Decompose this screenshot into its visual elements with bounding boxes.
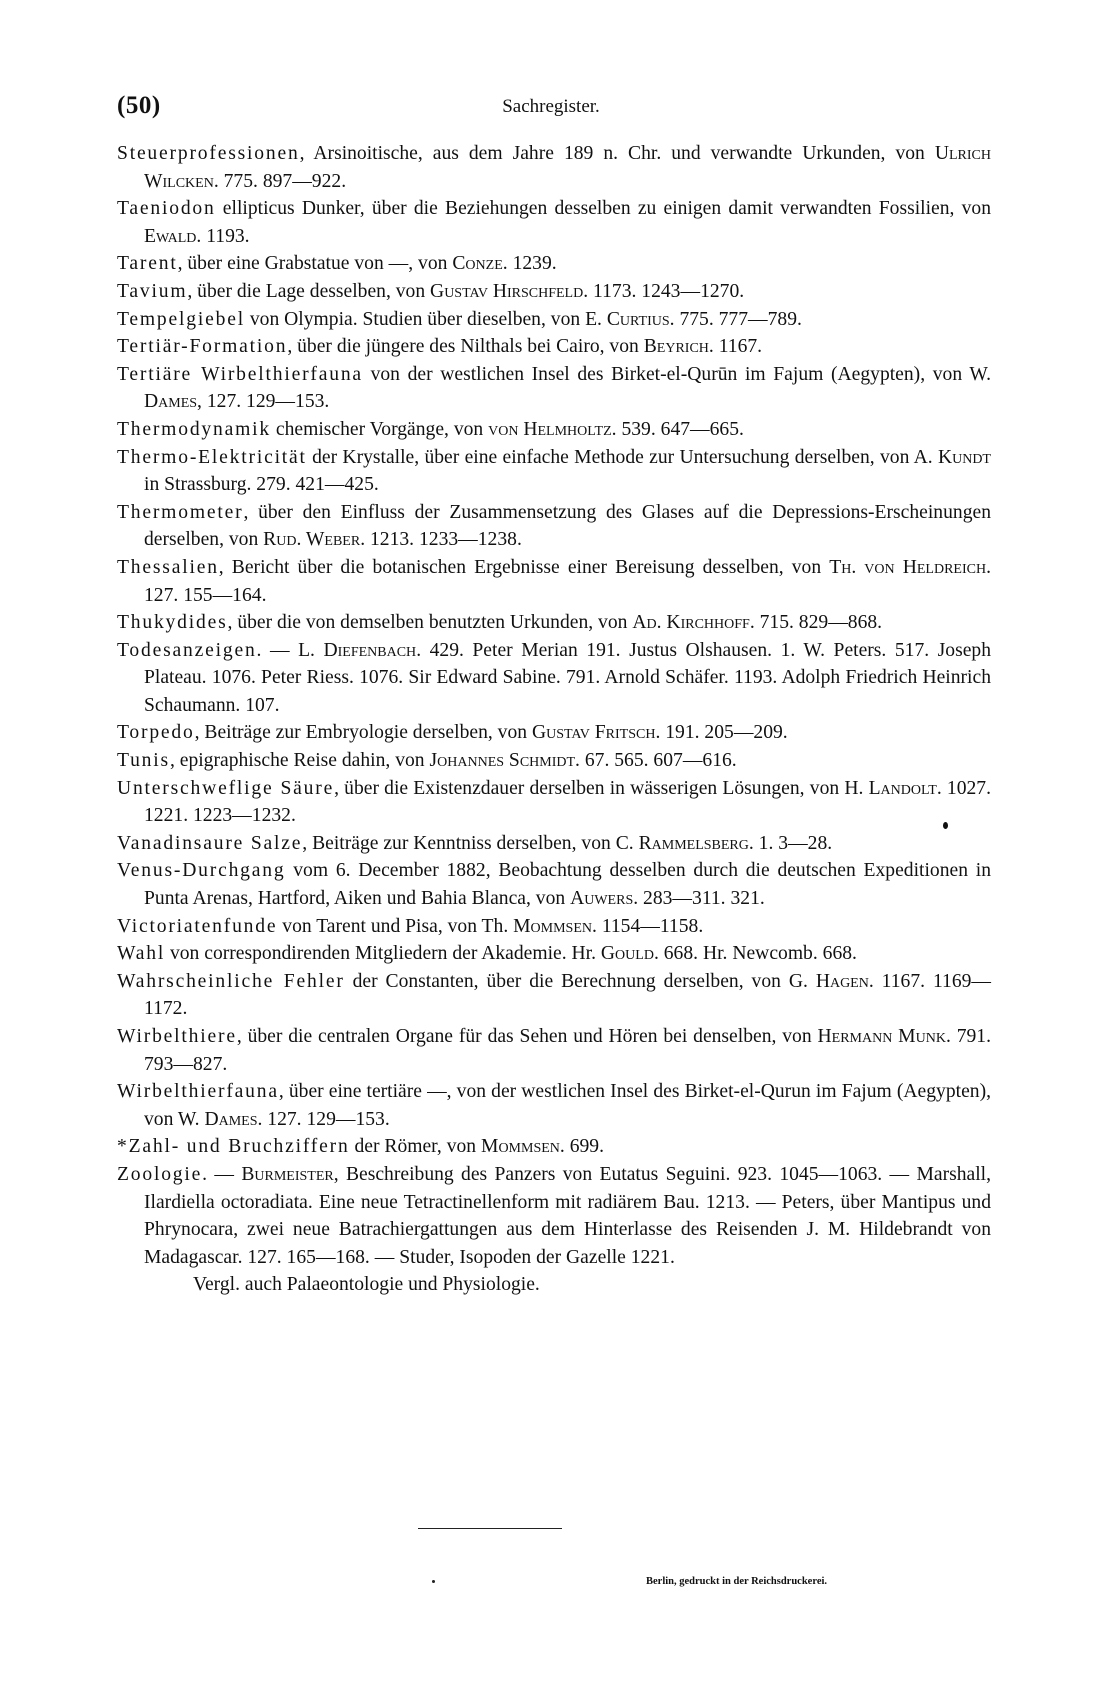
entry-author: Mommsen (481, 1136, 560, 1158)
entry-keyword: Venus-Durchgang (117, 860, 286, 882)
entry-refs: . 127. 155—164. (144, 556, 991, 606)
entry-text: der Krystalle, über eine einfache Methode zur Untersuchung derselben, von A. (306, 446, 938, 468)
index-entry (117, 968, 991, 1023)
print-speck (943, 822, 948, 829)
entry-keyword: Wirbelthierfauna (117, 1081, 279, 1103)
entry-author: Mommsen (513, 915, 593, 937)
entry-refs: . 1193. (196, 225, 250, 247)
entry-text: , über die Lage desselben, von (187, 280, 431, 302)
entry-keyword: Thukydides (117, 612, 228, 634)
entry-text: ellipticus Dunker, über die Beziehungen desselben zu einigen damit verwandten Fossilien, von (215, 198, 991, 220)
entry-author: Ewald (144, 225, 197, 247)
entry-text: , Bericht über die botanischen Ergebnisse einer Bereisung desselben, von (218, 556, 830, 578)
index-entry (117, 250, 991, 278)
index-entries (117, 140, 991, 1299)
entry-author: Curtius (606, 308, 670, 330)
entry-keyword: Torpedo (117, 722, 195, 744)
entry-keyword: Tertiäre Wirbelthierfauna (117, 363, 363, 385)
entry-keyword: Thermometer (117, 501, 244, 523)
entry-keyword: Taeniodon (117, 198, 216, 220)
entry-text: , über die Existenzdauer derselben in wässerigen Lösungen, von H. (334, 777, 869, 799)
entry-author: Conze (452, 253, 503, 275)
entry-refs: . 1213. 1233—1238. (360, 529, 522, 551)
entry-text: chemischer Vorgänge, von (271, 418, 489, 440)
entry-refs: , 127. 129—153. (197, 391, 330, 413)
entry-refs: . 1027. 1221. 1223—1232. (144, 777, 991, 827)
entry-keyword: Tertiär-Formation (117, 336, 288, 358)
index-entry (117, 416, 991, 444)
index-entry (117, 333, 991, 361)
entry-author: Johannes Schmidt (429, 750, 576, 772)
entry-keyword: Wahrscheinliche Fehler (117, 970, 345, 992)
page-number: (50) (117, 92, 161, 119)
entry-refs: . 1167. (708, 336, 763, 358)
entry-keyword: Tavium (117, 280, 188, 302)
entry-text: , epigraphische Reise dahin, von (169, 750, 430, 772)
entry-author: Landolt (868, 777, 937, 799)
entry-text: , über die von demselben benutzten Urkunden, von (227, 612, 633, 634)
entry-author: Rammelsberg (638, 832, 749, 854)
entry-keyword: Zoologie (117, 1163, 203, 1185)
entry-author: Gustav Fritsch (531, 722, 656, 744)
entry-author: Dames (204, 1108, 258, 1130)
entry-text: , über den Einfluss der Zusammensetzung des Glases auf die Depressions-Erscheinungen derselben, von (144, 501, 991, 551)
entry-text: , über die centralen Organe für das Sehen und Hören bei denselben, von (236, 1026, 818, 1047)
closing-rule (418, 1528, 562, 1529)
entry-refs: . 775. 777—789. (669, 308, 802, 330)
entry-text: vom 6. December 1882, Beobachtung desselben durch die deutschen Expeditionen in Punta Arenas, Hartford, Aiken und Bahia Blanca, von (144, 860, 991, 910)
entry-author: Hagen (815, 970, 869, 992)
index-entry (117, 857, 991, 912)
entry-refs: . 127. 129—153. (257, 1108, 390, 1130)
index-entry (117, 719, 991, 747)
index-entry (117, 775, 991, 830)
entry-text: von der westlichen Insel des Birket-el-Qurūn im Fajum (Aegypten), von W. (362, 363, 991, 385)
see-also-note: Vergl. auch Palaeontologie und Physiologie. (193, 1274, 540, 1296)
entry-text: , Beiträge zur Kenntniss derselben, von C. (302, 832, 639, 854)
entry-text: , Arsinoitische, aus dem Jahre 189 n. Chr. und verwandte Urkunden, von (299, 143, 935, 164)
entry-author: Th. von Heldreich (829, 556, 987, 578)
entry-keyword: Tunis (117, 750, 170, 772)
entry-author: Burmeister (241, 1163, 334, 1185)
entry-refs: . 775. 897—922. (213, 170, 347, 192)
index-entry (117, 306, 991, 334)
index-entry (117, 609, 991, 637)
index-entry (117, 1023, 991, 1078)
entry-keyword: Tarent (117, 253, 178, 275)
entry-text: von Olympia. Studien über dieselben, von E. (244, 308, 607, 330)
entry-keyword: Todesanzeigen (117, 639, 257, 661)
entry-keyword: Unterschweflige Säure (117, 777, 335, 799)
entry-refs: in Strassburg. 279. 421—425. (144, 474, 379, 496)
index-entry (117, 278, 991, 306)
entry-refs: . 539. 647—665. (611, 418, 744, 440)
index-entry (117, 361, 991, 416)
entry-keyword: *Zahl- und Bruchziffern (117, 1136, 350, 1158)
entry-author: Dames (144, 391, 198, 413)
entry-author: Auwers (570, 888, 634, 910)
entry-keyword: Wirbelthiere (117, 1026, 237, 1047)
entry-author: Ad. Kirchhoff (632, 612, 750, 634)
entry-author: L. Diefenbach (298, 639, 417, 661)
entry-keyword: Wahl (117, 943, 166, 965)
entry-refs: . 699. (559, 1136, 604, 1158)
entry-keyword: Victoriatenfunde (117, 915, 278, 937)
entry-refs: . 668. Hr. Newcomb. 668. (653, 943, 857, 965)
index-entry (117, 913, 991, 941)
entry-author: Hermann Munk (817, 1026, 946, 1047)
entry-keyword: Thessalien (117, 556, 219, 578)
index-entry (117, 747, 991, 775)
entry-refs: , Beschreibung des Panzers von Eutatus Seguini. 923. 1045—1063. — Marshall, Ilardiella octoradiata. Eine neue Tetractinellenform mit radiärem Bau. 1213. — Peters, über Mantipus und Phrynocara, zwei neue Batrachiergattungen aus dem Hinterlasse des Reisenden J. M. Hildebrandt von Madagascar. 127. 165—168. — Studer, Isopoden der Gazelle 1221. (144, 1163, 991, 1268)
entry-text: , über eine tertiäre —, von der westlichen Insel des Birket-el-Qurun im Fajum (Aegypten), von W. (144, 1081, 991, 1130)
entry-author: Beyrich (643, 336, 709, 358)
index-entry (117, 637, 991, 720)
entry-text: . — (256, 639, 299, 661)
entry-refs: . 283—311. 321. (633, 888, 765, 910)
entry-keyword: Thermodynamik (117, 418, 271, 440)
entry-author: Gustav Hirschfeld (430, 280, 584, 302)
entry-refs: . 1154—1158. (592, 915, 704, 937)
entry-author: von Helmholtz (488, 418, 612, 440)
index-entry (117, 195, 991, 250)
entry-text: . — (202, 1163, 242, 1185)
entry-author: Kundt (937, 446, 991, 468)
entry-keyword: Vanadinsaure Salze (117, 832, 303, 854)
index-entry (117, 940, 991, 968)
index-entry (117, 554, 991, 609)
running-title: Sachregister. (502, 96, 600, 117)
print-speck (432, 1580, 435, 1583)
page-header (117, 92, 985, 124)
index-entry (117, 444, 991, 499)
entry-refs: . 1173. 1243—1270. (583, 280, 745, 302)
index-entry (117, 830, 991, 858)
entry-author: Gould (600, 943, 654, 965)
entry-text: , Beiträge zur Embryologie derselben, von (194, 722, 532, 744)
entry-refs: . 1239. (502, 253, 557, 275)
entry-text: , über die jüngere des Nilthals bei Cairo, von (287, 336, 644, 358)
printer-imprint: Berlin, gedruckt in der Reichsdruckerei. (646, 1576, 828, 1587)
entry-refs: . 1. 3—28. (748, 832, 833, 854)
entry-refs: . 191. 205—209. (655, 722, 788, 744)
entry-refs: . 715. 829—868. (749, 612, 883, 634)
entry-text: von correspondirenden Mitgliedern der Akademie. Hr. (165, 943, 601, 965)
entry-refs: . 1167. 1169—1172. (144, 970, 992, 1020)
index-entry (117, 1078, 991, 1133)
index-entry (117, 140, 991, 195)
entry-text: der Constanten, über die Berechnung derselben, von G. (344, 970, 816, 992)
entry-text: der Römer, von (349, 1136, 482, 1158)
entry-refs: . 429. Peter Merian 191. Justus Olshausen. 1. W. Peters. 517. Joseph Plateau. 1076. Peter Riess. 1076. Sir Edward Sabine. 791. Arnold Schäfer. 1193. Adolph Friedrich Heinrich Schaumann. 107. (144, 639, 991, 716)
entry-keyword: Tempelgiebel (117, 308, 245, 330)
entry-keyword: Thermo-Elektricität (117, 446, 307, 468)
entry-keyword: Steuerprofessionen (117, 143, 300, 164)
entry-text: , über eine Grabstatue von —, von (177, 253, 453, 275)
entry-refs: . 791. 793—827. (144, 1026, 991, 1075)
index-entry (117, 499, 991, 554)
entry-text: von Tarent und Pisa, von Th. (277, 915, 514, 937)
entry-refs: . 67. 565. 607—616. (575, 750, 737, 772)
entry-author: Rud. Weber (263, 529, 361, 551)
index-entry (117, 1161, 991, 1271)
entry-author: Ulrich Wilcken (144, 143, 991, 192)
index-entry (117, 1133, 991, 1161)
